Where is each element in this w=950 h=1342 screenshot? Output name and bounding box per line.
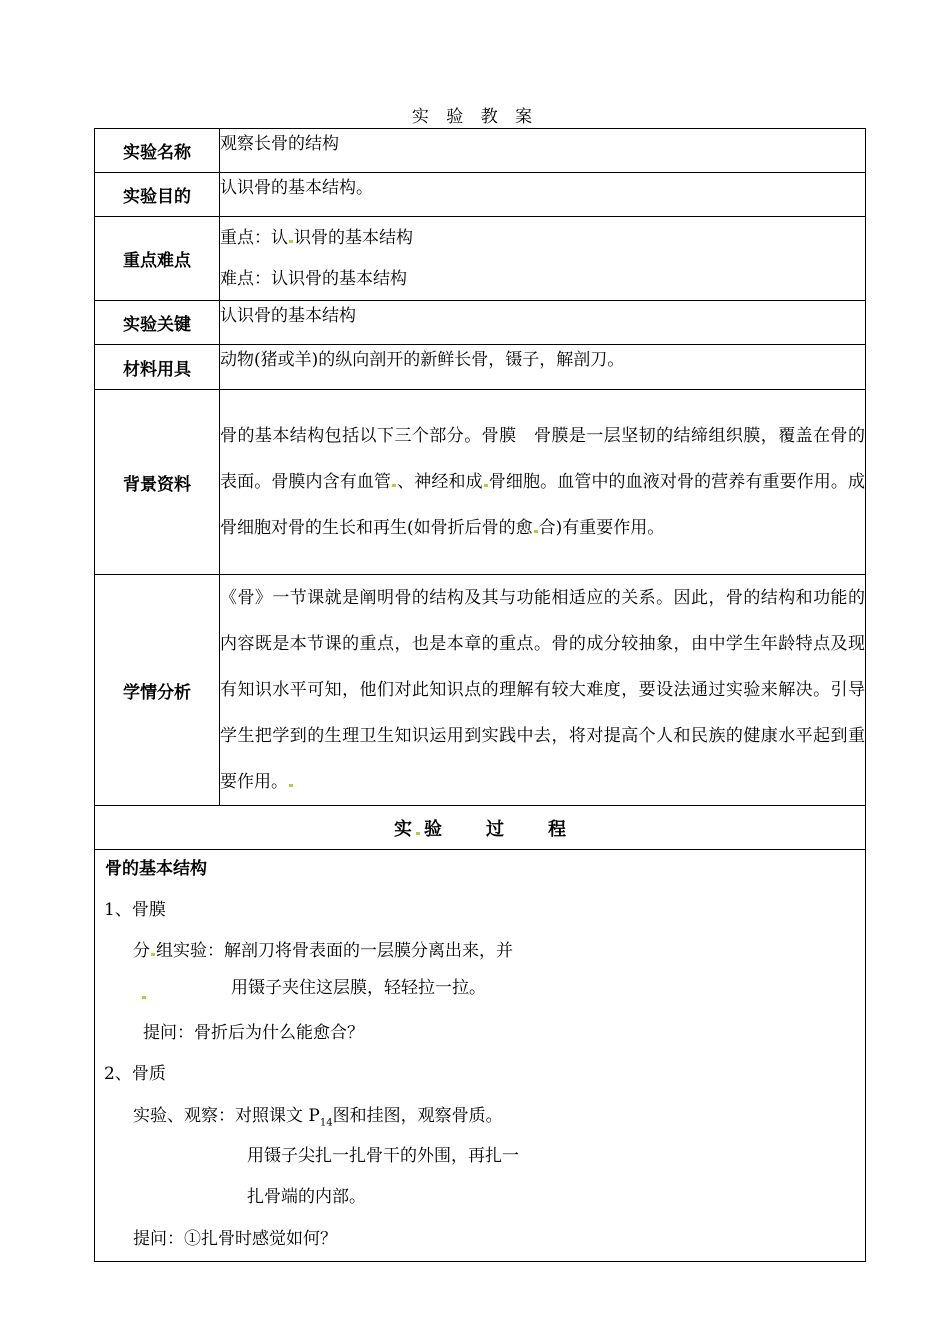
heading-char: 实 — [394, 818, 412, 840]
row-materials — [95, 345, 866, 390]
label-analysis: 学情分析 — [95, 575, 220, 806]
background-part: 骨的基本结构包括以下三个部分。骨膜 骨膜是一层坚韧的结缔组织膜，覆盖在骨的表面。骨膜内含有血管 — [220, 426, 865, 492]
difficulty-line: 难点：认识骨的基本结构 — [220, 268, 407, 289]
row-key-points — [95, 217, 866, 301]
mark-dot — [141, 984, 147, 1004]
mark-dot — [484, 484, 488, 487]
value-key: 认识骨的基本结构 — [220, 306, 356, 326]
observation-rest: 图和挂图，观察骨质。 — [332, 1106, 503, 1126]
value-purpose: 认识骨的基本结构。 — [220, 178, 373, 198]
observation-text: 实验、观察：对照课文 P — [133, 1106, 320, 1126]
key-point-suffix: 识骨的基本结构 — [294, 227, 413, 248]
group-prefix: 分 — [133, 941, 150, 961]
group-text: 组实验：解剖刀将骨表面的一层膜分离出来，并 — [156, 941, 513, 961]
row-background — [95, 390, 866, 575]
analysis-text — [220, 575, 865, 805]
mark-dot — [416, 832, 420, 835]
background-part: 合)有重要作用。 — [538, 518, 665, 538]
label-key-points: 重点难点 — [95, 217, 220, 301]
key-point-line — [220, 218, 865, 259]
mark-dot — [289, 784, 293, 787]
row-key — [95, 301, 866, 345]
label-key: 实验关键 — [95, 301, 220, 345]
mark-dot — [151, 953, 155, 956]
label-materials: 材料用具 — [95, 345, 220, 390]
item-bone-substance: 2、骨质 — [104, 1064, 166, 1084]
row-experiment-name — [95, 129, 866, 173]
section-title: 骨的基本结构 — [105, 859, 207, 879]
lesson-plan-table — [94, 128, 866, 1262]
row-process-body — [95, 850, 866, 1262]
background-text — [220, 413, 865, 551]
page-subscript: 14 — [319, 1117, 333, 1129]
page-title: 实 验 教 案 — [411, 107, 539, 127]
observation-line-2: 用镊子尖扎一扎骨干的外围，再扎一 — [247, 1146, 519, 1166]
background-part: 骨细胞。血管中的血液对骨的营养有重要作用。成骨细胞对骨的生长和再生(如骨折后骨的愈 — [220, 472, 866, 538]
value-experiment-name: 观察长骨的结构 — [220, 134, 339, 154]
value-materials: 动物(猪或羊)的纵向剖开的新鲜长骨，镊子，解剖刀。 — [220, 350, 625, 370]
label-purpose: 实验目的 — [95, 173, 220, 217]
heading-char: 过 — [486, 818, 504, 840]
group-experiment-line — [133, 936, 513, 961]
heading-char: 验 — [424, 818, 442, 840]
label-experiment-name: 实验名称 — [95, 129, 220, 173]
mark-dot — [289, 240, 293, 243]
row-analysis — [95, 575, 866, 806]
row-process-heading — [95, 806, 866, 850]
key-point-prefix: 重点：认 — [220, 227, 288, 248]
process-heading — [95, 806, 866, 850]
item-periosteum: 1、骨膜 — [104, 900, 166, 920]
row-purpose — [95, 173, 866, 217]
mark-dot — [392, 484, 396, 487]
observation-line-3: 扎骨端的内部。 — [247, 1187, 366, 1207]
process-body — [95, 850, 865, 1261]
background-part: 、神经和成 — [397, 472, 483, 492]
question-2: 提问：①扎骨时感觉如何？ — [133, 1229, 337, 1249]
mark-dot — [534, 530, 538, 533]
group-experiment-line-2: 用镊子夹住这层膜，轻轻拉一拉。 — [231, 978, 486, 998]
observation-line — [133, 1101, 503, 1128]
label-background: 背景资料 — [95, 390, 220, 575]
question-1: 提问：骨折后为什么能愈合？ — [143, 1023, 364, 1043]
analysis-body: 《骨》一节课就是阐明骨的结构及其与功能相适应的关系。因此，骨的结构和功能的内容既是本节课的重点，也是本章的重点。骨的成分较抽象，由中学生年龄特点及现有知识水平可知，他们对此知识点的理解有较大难度，要设法通过实验来解决。引导学生把学到的生理卫生知识运用到实践中去，将对提高个人和民族的健康水平起到重要作用。 — [220, 588, 865, 792]
heading-char: 程 — [548, 818, 566, 840]
